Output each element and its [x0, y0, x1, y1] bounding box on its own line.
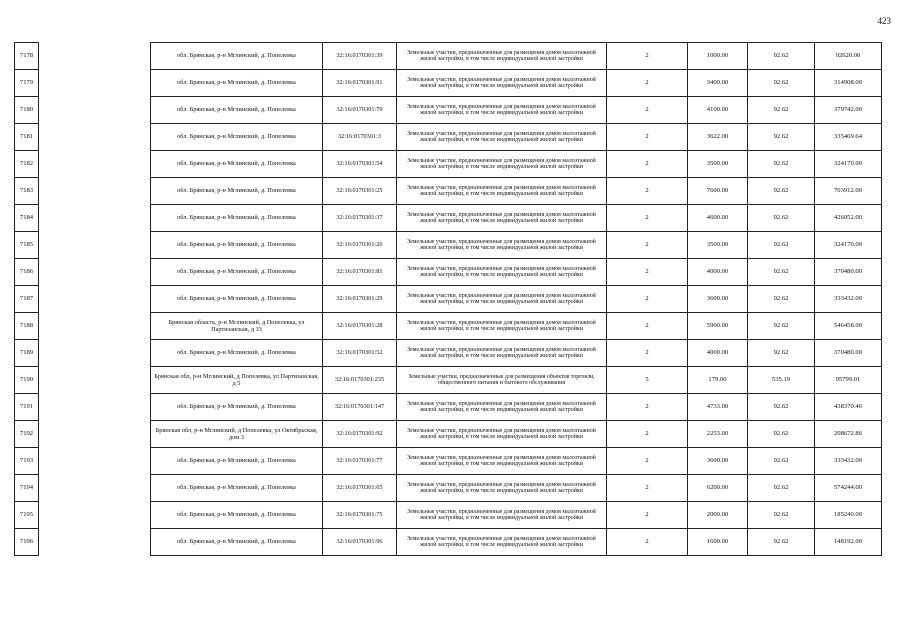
use-group-cell: 2: [607, 70, 688, 97]
use-group-cell: 2: [607, 205, 688, 232]
cadastral-number-cell: 32:16:0170301:77: [323, 448, 397, 475]
land-use-purpose-cell: Земельные участки, предназначенные для размещения домов малоэтажной жилой застройки, в том числе индивидуальной жилой застройки: [397, 475, 607, 502]
cadastral-value-cell: 208672.86: [815, 421, 882, 448]
land-use-purpose-cell: Земельные участки, предназначенные для размещения домов малоэтажной жилой застройки, в том числе индивидуальной жилой застройки: [397, 529, 607, 556]
table-row: [15, 97, 882, 124]
land-use-purpose-cell: Земельные участки, предназначенные для размещения домов малоэтажной жилой застройки, в том числе индивидуальной жилой застройки: [397, 448, 607, 475]
area-cell: 6200.00: [688, 475, 748, 502]
cadastral-number-cell: 32:16:0170301:54: [323, 151, 397, 178]
use-group-cell: 2: [607, 502, 688, 529]
land-use-purpose-cell: Земельные участки, предназначенные для размещения домов малоэтажной жилой застройки, в том числе индивидуальной жилой застройки: [397, 232, 607, 259]
row-number-cell: 7192: [15, 421, 39, 448]
area-cell: 4733.00: [688, 394, 748, 421]
cadastral-value-cell: 324170.00: [815, 151, 882, 178]
use-group-cell: 2: [607, 97, 688, 124]
cadastral-number-cell: 32:16:0170301:235: [323, 367, 397, 394]
row-number-cell: 7179: [15, 70, 39, 97]
specific-value-cell: 92.62: [748, 421, 815, 448]
address-cell: обл. Брянская, р-н Мглинский, д. Попелевка: [151, 475, 323, 502]
area-cell: 179.00: [688, 367, 748, 394]
specific-value-cell: 92.62: [748, 394, 815, 421]
row-number-cell: 7181: [15, 124, 39, 151]
spacer-cell: [39, 529, 151, 556]
row-number-cell: 7187: [15, 286, 39, 313]
spacer-cell: [39, 475, 151, 502]
land-use-purpose-cell: Земельные участки, предназначенные для размещения домов малоэтажной жилой застройки, в том числе индивидуальной жилой застройки: [397, 286, 607, 313]
table-row: [15, 124, 882, 151]
specific-value-cell: 92.62: [748, 124, 815, 151]
table-row: [15, 313, 882, 340]
cadastral-number-cell: 32:16:0170301:147: [323, 394, 397, 421]
land-use-purpose-cell: Земельные участки, предназначенные для размещения домов малоэтажной жилой застройки, в том числе индивидуальной жилой застройки: [397, 313, 607, 340]
area-cell: 3500.00: [688, 232, 748, 259]
address-cell: обл. Брянская, р-н Мглинский, д. Попелевка: [151, 43, 323, 70]
cadastral-number-cell: 32:16:0170301:39: [323, 43, 397, 70]
address-cell: обл. Брянская, р-н Мглинский, д. Попелевка: [151, 151, 323, 178]
cadastral-number-cell: 32:16:0170301:29: [323, 286, 397, 313]
cadastral-value-cell: 95799.01: [815, 367, 882, 394]
cadastral-value-cell: 185240.00: [815, 502, 882, 529]
spacer-cell: [39, 313, 151, 340]
use-group-cell: 2: [607, 313, 688, 340]
row-number-cell: 7193: [15, 448, 39, 475]
use-group-cell: 5: [607, 367, 688, 394]
table-row: [15, 340, 882, 367]
row-number-cell: 7180: [15, 97, 39, 124]
cadastral-value-cell: 379742.00: [815, 97, 882, 124]
area-cell: 4000.00: [688, 259, 748, 286]
specific-value-cell: 92.62: [748, 97, 815, 124]
area-cell: 1600.00: [688, 529, 748, 556]
use-group-cell: 2: [607, 475, 688, 502]
land-use-purpose-cell: Земельные участки, предназначенные для размещения домов малоэтажной жилой застройки, в том числе индивидуальной жилой застройки: [397, 43, 607, 70]
area-cell: 3400.00: [688, 70, 748, 97]
area-cell: 1000.00: [688, 43, 748, 70]
row-number-cell: 7186: [15, 259, 39, 286]
cadastral-value-cell: 324170.00: [815, 232, 882, 259]
spacer-cell: [39, 43, 151, 70]
spacer-cell: [39, 367, 151, 394]
specific-value-cell: 92.62: [748, 502, 815, 529]
use-group-cell: 2: [607, 394, 688, 421]
specific-value-cell: 92.62: [748, 475, 815, 502]
table-row: [15, 475, 882, 502]
area-cell: 2253.00: [688, 421, 748, 448]
address-cell: обл. Брянская, р-н Мглинский, д. Попелевка: [151, 286, 323, 313]
cadastral-number-cell: 32:16:0170301:75: [323, 502, 397, 529]
row-number-cell: 7178: [15, 43, 39, 70]
area-cell: 3600.00: [688, 286, 748, 313]
address-cell: обл. Брянская, р-н Мглинский, д. Попелевка: [151, 70, 323, 97]
row-number-cell: 7189: [15, 340, 39, 367]
table-row: [15, 529, 882, 556]
area-cell: 7600.00: [688, 178, 748, 205]
use-group-cell: 2: [607, 421, 688, 448]
specific-value-cell: 92.62: [748, 259, 815, 286]
address-cell: Брянская область, р-н Мглинский, д Попелевка, ул Партизанская, д 33: [151, 313, 323, 340]
address-cell: обл. Брянская, р-н Мглинский, д. Попелевка: [151, 124, 323, 151]
cadastral-value-cell: 314908.00: [815, 70, 882, 97]
address-cell: обл. Брянская, р-н Мглинский, д. Попелевка: [151, 394, 323, 421]
address-cell: обл. Брянская, р-н Мглинский, д. Попелевка: [151, 97, 323, 124]
address-cell: обл. Брянская, р-н Мглинский, д. Попелевка: [151, 448, 323, 475]
row-number-cell: 7188: [15, 313, 39, 340]
cadastral-number-cell: 32:16:0170301:52: [323, 340, 397, 367]
use-group-cell: 2: [607, 448, 688, 475]
land-use-purpose-cell: Земельные участки, предназначенные для размещения домов малоэтажной жилой застройки, в том числе индивидуальной жилой застройки: [397, 97, 607, 124]
spacer-cell: [39, 124, 151, 151]
land-use-purpose-cell: Земельные участки, предназначенные для размещения домов малоэтажной жилой застройки, в том числе индивидуальной жилой застройки: [397, 151, 607, 178]
cadastral-value-cell: 333432.00: [815, 286, 882, 313]
address-cell: Брянская обл, р-н Мглинский, д Попелевка, ул Октябрьская, дом 3: [151, 421, 323, 448]
cadastral-number-cell: 32:16:0170301:3: [323, 124, 397, 151]
use-group-cell: 2: [607, 232, 688, 259]
cadastral-number-cell: 32:16:0170301:25: [323, 178, 397, 205]
use-group-cell: 2: [607, 259, 688, 286]
specific-value-cell: 92.62: [748, 286, 815, 313]
specific-value-cell: 92.62: [748, 70, 815, 97]
area-cell: 5900.00: [688, 313, 748, 340]
land-use-purpose-cell: Земельные участки, предназначенные для размещения домов малоэтажной жилой застройки, в том числе индивидуальной жилой застройки: [397, 259, 607, 286]
row-number-cell: 7190: [15, 367, 39, 394]
row-number-cell: 7183: [15, 178, 39, 205]
address-cell: Брянская обл, р-н Мглинский, д Попелевка, ул Партизанская, д 5: [151, 367, 323, 394]
specific-value-cell: 92.62: [748, 529, 815, 556]
cadastral-number-cell: 32:16:0170301:28: [323, 313, 397, 340]
spacer-cell: [39, 205, 151, 232]
spacer-cell: [39, 232, 151, 259]
cadastral-value-cell: 370480.00: [815, 340, 882, 367]
use-group-cell: 2: [607, 340, 688, 367]
specific-value-cell: 92.62: [748, 232, 815, 259]
specific-value-cell: 535.19: [748, 367, 815, 394]
spacer-cell: [39, 151, 151, 178]
specific-value-cell: 92.62: [748, 205, 815, 232]
cadastral-value-cell: 148192.00: [815, 529, 882, 556]
table-row: [15, 178, 882, 205]
cadastral-number-cell: 32:16:0170301:65: [323, 475, 397, 502]
row-number-cell: 7194: [15, 475, 39, 502]
land-use-purpose-cell: Земельные участки, предназначенные для размещения объектов торговли, общественного питания и бытового обслуживания: [397, 367, 607, 394]
table-row: [15, 205, 882, 232]
land-use-purpose-cell: Земельные участки, предназначенные для размещения домов малоэтажной жилой застройки, в том числе индивидуальной жилой застройки: [397, 124, 607, 151]
cadastral-number-cell: 32:16:0170301:92: [323, 421, 397, 448]
cadastral-value-cell: 333432.00: [815, 448, 882, 475]
cadastral-number-cell: 32:16:0170301:81: [323, 259, 397, 286]
address-cell: обл. Брянская, р-н Мглинский, д. Попелевка: [151, 232, 323, 259]
land-use-purpose-cell: Земельные участки, предназначенные для размещения домов малоэтажной жилой застройки, в том числе индивидуальной жилой застройки: [397, 70, 607, 97]
use-group-cell: 2: [607, 124, 688, 151]
row-number-cell: 7182: [15, 151, 39, 178]
cadastral-value-cell: 438370.46: [815, 394, 882, 421]
table-row: [15, 421, 882, 448]
specific-value-cell: 92.62: [748, 151, 815, 178]
spacer-cell: [39, 421, 151, 448]
table-row: [15, 394, 882, 421]
area-cell: 2000.00: [688, 502, 748, 529]
area-cell: 4000.00: [688, 340, 748, 367]
table-row: [15, 232, 882, 259]
cadastral-number-cell: 32:16:0170301:91: [323, 70, 397, 97]
land-use-purpose-cell: Земельные участки, предназначенные для размещения домов малоэтажной жилой застройки, в том числе индивидуальной жилой застройки: [397, 205, 607, 232]
address-cell: обл. Брянская, р-н Мглинский, д. Попелевка: [151, 340, 323, 367]
address-cell: обл. Брянская, р-н Мглинский, д. Попелевка: [151, 529, 323, 556]
cadastral-value-cell: 574244.00: [815, 475, 882, 502]
use-group-cell: 2: [607, 178, 688, 205]
table-row: [15, 43, 882, 70]
spacer-cell: [39, 259, 151, 286]
specific-value-cell: 92.62: [748, 178, 815, 205]
area-cell: 4600.00: [688, 205, 748, 232]
row-number-cell: 7196: [15, 529, 39, 556]
specific-value-cell: 92.62: [748, 43, 815, 70]
cadastral-value-cell: 426052.00: [815, 205, 882, 232]
spacer-cell: [39, 502, 151, 529]
land-use-purpose-cell: Земельные участки, предназначенные для размещения домов малоэтажной жилой застройки, в том числе индивидуальной жилой застройки: [397, 421, 607, 448]
use-group-cell: 2: [607, 151, 688, 178]
cadastral-number-cell: 32:16:0170301:79: [323, 97, 397, 124]
cadastral-value-cell: 92620.00: [815, 43, 882, 70]
table-row: [15, 286, 882, 313]
cadastral-value-cell: 703912.00: [815, 178, 882, 205]
table-body: [15, 43, 882, 556]
table-row: [15, 151, 882, 178]
cadastral-number-cell: 32:16:0170301:37: [323, 205, 397, 232]
spacer-cell: [39, 340, 151, 367]
spacer-cell: [39, 70, 151, 97]
land-use-purpose-cell: Земельные участки, предназначенные для размещения домов малоэтажной жилой застройки, в том числе индивидуальной жилой застройки: [397, 340, 607, 367]
table-row: [15, 70, 882, 97]
page-number: 423: [877, 16, 891, 26]
address-cell: обл. Брянская, р-н Мглинский, д. Попелевка: [151, 178, 323, 205]
cadastral-value-cell: 546458.00: [815, 313, 882, 340]
cadastral-value-cell: 370480.00: [815, 259, 882, 286]
cadastral-number-cell: 32:16:0170301:26: [323, 232, 397, 259]
area-cell: 3500.00: [688, 151, 748, 178]
area-cell: 3600.00: [688, 448, 748, 475]
address-cell: обл. Брянская, р-н Мглинский, д. Попелевка: [151, 502, 323, 529]
spacer-cell: [39, 97, 151, 124]
row-number-cell: 7191: [15, 394, 39, 421]
specific-value-cell: 92.62: [748, 340, 815, 367]
table-row: [15, 259, 882, 286]
specific-value-cell: 92.62: [748, 313, 815, 340]
address-cell: обл. Брянская, р-н Мглинский, д. Попелевка: [151, 259, 323, 286]
row-number-cell: 7184: [15, 205, 39, 232]
table-row: [15, 367, 882, 394]
spacer-cell: [39, 178, 151, 205]
spacer-cell: [39, 448, 151, 475]
table-row: [15, 502, 882, 529]
land-use-purpose-cell: Земельные участки, предназначенные для размещения домов малоэтажной жилой застройки, в том числе индивидуальной жилой застройки: [397, 178, 607, 205]
row-number-cell: 7195: [15, 502, 39, 529]
land-use-purpose-cell: Земельные участки, предназначенные для размещения домов малоэтажной жилой застройки, в том числе индивидуальной жилой застройки: [397, 502, 607, 529]
area-cell: 3622.00: [688, 124, 748, 151]
cadastral-value-table: [14, 42, 882, 556]
cadastral-number-cell: 32:16:0170301:96: [323, 529, 397, 556]
address-cell: обл. Брянская, р-н Мглинский, д. Попелевка: [151, 205, 323, 232]
land-use-purpose-cell: Земельные участки, предназначенные для размещения домов малоэтажной жилой застройки, в том числе индивидуальной жилой застройки: [397, 394, 607, 421]
cadastral-value-cell: 335469.64: [815, 124, 882, 151]
row-number-cell: 7185: [15, 232, 39, 259]
area-cell: 4100.00: [688, 97, 748, 124]
specific-value-cell: 92.62: [748, 448, 815, 475]
use-group-cell: 2: [607, 529, 688, 556]
use-group-cell: 2: [607, 286, 688, 313]
use-group-cell: 2: [607, 43, 688, 70]
spacer-cell: [39, 394, 151, 421]
spacer-cell: [39, 286, 151, 313]
table-row: [15, 448, 882, 475]
